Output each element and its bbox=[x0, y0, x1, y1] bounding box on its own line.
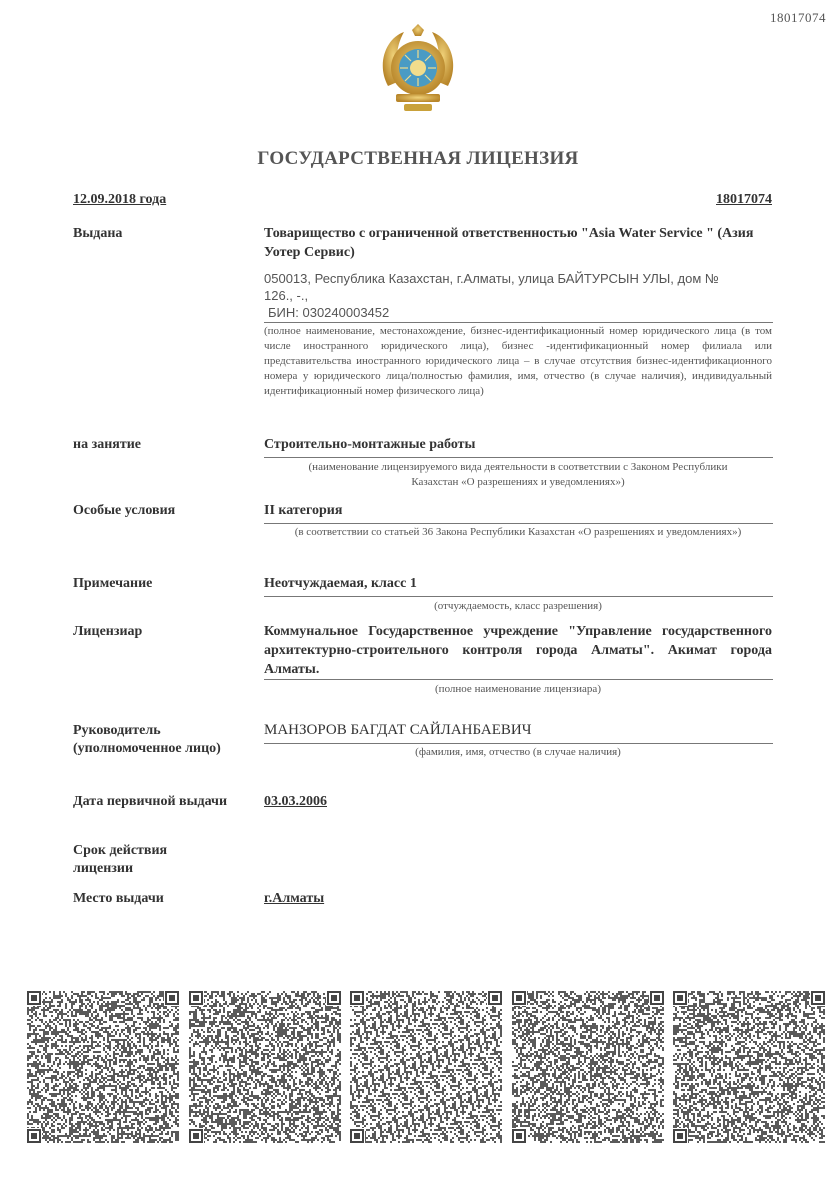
qr-code bbox=[673, 991, 825, 1143]
licensee-address-line2: 126., -., bbox=[264, 288, 309, 303]
divider bbox=[264, 679, 773, 680]
licensee-bin: БИН: 030240003452 bbox=[268, 305, 390, 320]
licensor-label: Лицензиар bbox=[73, 624, 143, 639]
note-label: Примечание bbox=[73, 576, 153, 591]
head-hint: (фамилия, имя, отчество (в случае наличия) bbox=[415, 746, 621, 758]
qr-code bbox=[27, 991, 179, 1143]
note-hint: (отчуждаемость, класс разрешения) bbox=[434, 600, 602, 612]
licensee-address-line1: 050013, Республика Казахстан, г.Алматы, улица БАЙТУРСЫН УЛЫ, дом № bbox=[264, 271, 719, 286]
document-title: ГОСУДАРСТВЕННАЯ ЛИЦЕНЗИЯ bbox=[257, 148, 579, 169]
activity-value: Строительно-монтажные работы bbox=[264, 437, 476, 452]
special-conditions-value: II категория bbox=[264, 503, 343, 518]
licensee-hint: (полное наименование, местонахождение, бизнес-идентификационный номер юридического лица (в том числе иностранного юридического лица), бизнес -идентификационный номер филиала или представительства иностранного юридического лица – в случае отсутствия бизнес-идентификационного номера у юридического лица/полностью фамилия, имя, отчество (в случае наличия), индивидуальный идентификационный номер физического лица) bbox=[264, 325, 772, 397]
activity-label: на занятие bbox=[73, 437, 141, 452]
note-value: Неотчуждаемая, класс 1 bbox=[264, 576, 417, 591]
head-label-line1: Руководитель bbox=[73, 723, 161, 738]
issued-to-label: Выдана bbox=[73, 226, 123, 241]
licensor-value: Коммунальное Государственное учреждение "Управление государственного архитектурно-строительного контроля города Алматы". Акимат города Алматы. bbox=[264, 624, 772, 677]
qr-code bbox=[189, 991, 341, 1143]
licensor-hint: (полное наименование лицензиара) bbox=[435, 683, 601, 695]
head-label-line2: (уполномоченное лицо) bbox=[73, 741, 221, 756]
divider bbox=[264, 322, 773, 323]
special-conditions-label: Особые условия bbox=[73, 503, 176, 518]
state-emblem-icon bbox=[374, 24, 462, 114]
head-name: МАНЗОРОВ БАГДАТ САЙЛАНБАЕВИЧ bbox=[264, 722, 532, 738]
qr-code bbox=[512, 991, 664, 1143]
place-label: Место выдачи bbox=[73, 891, 164, 906]
activity-hint: (наименование лицензируемого вида деятельности в соответствии с Законом Республики Казахстан «О разрешениях и уведомлениях») bbox=[308, 461, 728, 488]
qr-code bbox=[350, 991, 502, 1143]
first-issue-date: 03.03.2006 bbox=[264, 794, 327, 809]
divider bbox=[264, 596, 773, 597]
license-number: 18017074 bbox=[716, 192, 772, 207]
validity-label-line2: лицензии bbox=[73, 861, 134, 876]
issue-date: 12.09.2018 года bbox=[73, 192, 167, 207]
first-issue-label: Дата первичной выдачи bbox=[73, 794, 228, 809]
divider bbox=[264, 457, 773, 458]
place-value: г.Алматы bbox=[264, 891, 325, 906]
special-conditions-hint: (в соответствии со статьей 36 Закона Республики Казахстан «О разрешениях и уведомлениях») bbox=[294, 526, 742, 538]
divider bbox=[264, 743, 773, 744]
validity-label-line1: Срок действия bbox=[73, 843, 168, 858]
licensee-name: Товарищество с ограниченной ответственностью "Asia Water Service " (Азия Уотер Сервис) bbox=[264, 226, 754, 260]
divider bbox=[264, 523, 773, 524]
document-corner-number: 18017074 bbox=[770, 10, 826, 25]
